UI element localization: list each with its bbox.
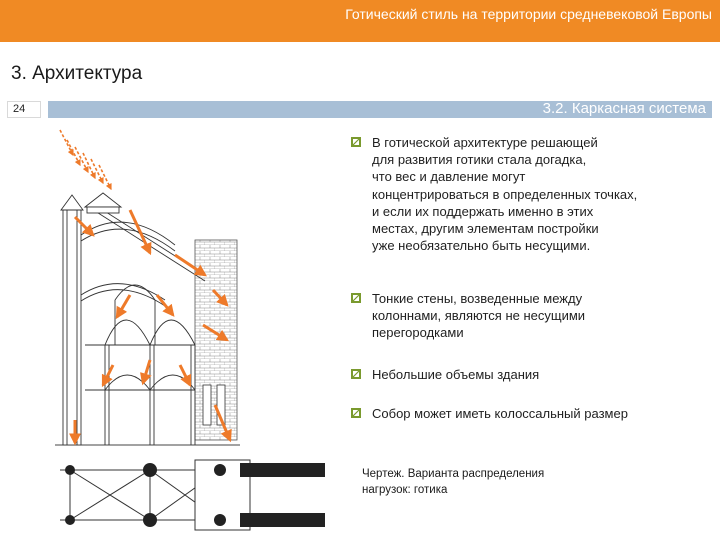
flying-buttresses	[81, 205, 205, 306]
pinnacle	[85, 193, 121, 213]
bullet-text: Небольшие объемы здания	[372, 367, 540, 382]
checkbox-bullet-icon	[350, 136, 362, 148]
drawing-caption: Чертеж. Варианта распределения нагрузок: готика	[362, 468, 545, 496]
checkbox-bullet-icon	[350, 368, 362, 380]
header-bar	[0, 0, 720, 42]
bullet-text: Собор может иметь колоссальный размер	[372, 406, 628, 421]
wind-load-arrows	[60, 130, 111, 189]
section-title: 3. Архитектура	[11, 63, 143, 84]
bullet-text: Тонкие стены, возведенные между колоннами, являются не несущими перегородками	[372, 291, 586, 341]
subtitle-bar	[48, 101, 712, 118]
bullet-text: В готической архитектуре решающей для развития готики стала догадка, что вес и давление могут концентрироваться в определенных точках, и если их поддержать именно в этих местах, другим элементам постройки уже необязательно быть несущими.	[372, 135, 638, 254]
checkbox-bullet-icon	[350, 292, 362, 304]
left-buttress	[61, 195, 83, 445]
page-number: 24	[7, 101, 41, 118]
checkbox-bullet-icon	[350, 407, 362, 419]
subtitle-text: 3.2. Каркасная система	[542, 100, 706, 117]
header-title: Готический стиль на территории средневековой Европы	[345, 6, 712, 22]
nave-arches	[85, 285, 195, 445]
gothic-cross-section-drawing	[55, 125, 345, 535]
